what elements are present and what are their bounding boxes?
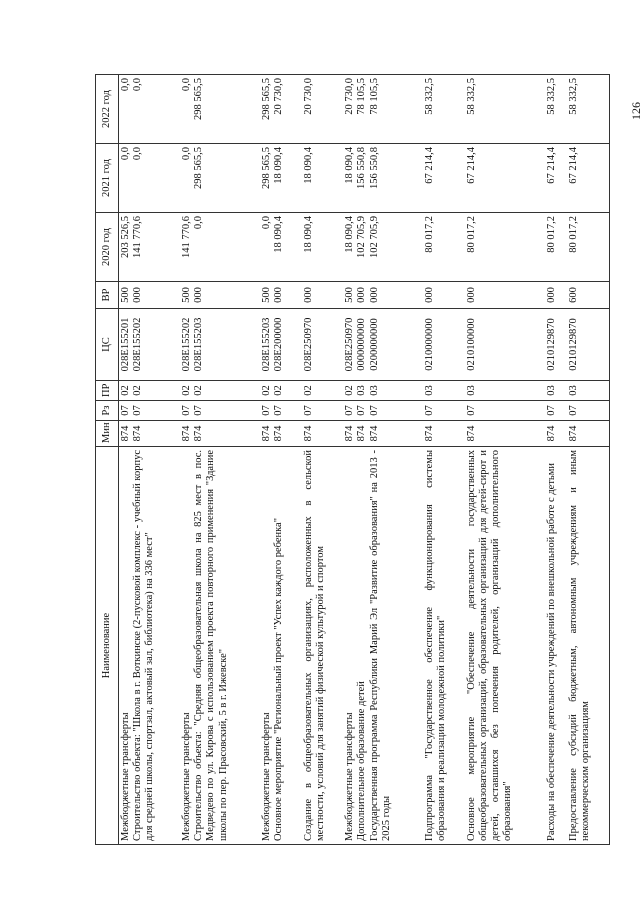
table-header-row <box>96 75 119 845</box>
table-row <box>119 75 181 845</box>
table-row <box>180 75 260 845</box>
row-cs-cell: 028E250970 0000000000 0200000000 <box>343 309 423 381</box>
row-vr-cell: 000 <box>302 282 344 309</box>
header-2021: 2021 год <box>96 144 119 213</box>
row-2022-cell: 20 730,0 <box>302 75 344 144</box>
row-name-cell: Межбюджетные трансферты Строительство объекта: "Школа в г. Воткинске (2-пусковой комплекс - учебный корпус для средней школы, спортзал, актовый зал, библиотека) на 336 мест" <box>119 447 181 845</box>
budget-table <box>95 74 610 845</box>
row-rz-cell: 07 07 <box>260 401 302 421</box>
row-name-cell: Межбюджетные трансферты Дополнительное образование детей Государственная программа Республики Марий Эл "Развитие образования" на 2013 - 2025 годы <box>343 447 423 845</box>
table-row <box>423 75 465 845</box>
row-pr-cell: 03 <box>545 381 567 401</box>
row-vr-cell: 000 <box>423 282 465 309</box>
row-2020-cell: 80 017,2 <box>545 213 567 282</box>
row-cs-cell: 028E155201 028E155202 <box>119 309 181 381</box>
header-cs: ЦС <box>96 309 119 381</box>
row-2022-cell: 58 332,5 <box>545 75 567 144</box>
row-vr-cell: 000 <box>465 282 545 309</box>
row-rz-cell: 07 07 07 <box>343 401 423 421</box>
table-row <box>302 75 344 845</box>
table-row <box>567 75 609 845</box>
row-cs-cell: 028E250970 <box>302 309 344 381</box>
row-2020-cell: 80 017,2 <box>465 213 545 282</box>
row-pr-cell: 03 <box>567 381 609 401</box>
row-2022-cell: 298 565,5 20 730,0 <box>260 75 302 144</box>
table-row <box>343 75 423 845</box>
header-min: Мин <box>96 421 119 447</box>
row-min-cell: 874 874 874 <box>343 421 423 447</box>
row-2020-cell: 80 017,2 <box>567 213 609 282</box>
row-min-cell: 874 874 <box>119 421 181 447</box>
row-name-cell: Создание в общеобразовательных организациях, расположенных в сельской местности, условий для занятий физической культурой и спортом <box>302 447 344 845</box>
table-row <box>465 75 545 845</box>
row-pr-cell: 03 <box>465 381 545 401</box>
row-2022-cell: 20 730,0 78 105,5 78 105,5 <box>343 75 423 144</box>
row-name-cell: Основное мероприятие "Обеспечение деятельности государственных общеобразовательных организаций, образовательных организаций для детей-сирот и детей, оставшихся без попечения родителей, организаций дополнительного образования" <box>465 447 545 845</box>
row-2021-cell: 0,0 0,0 <box>119 144 181 213</box>
row-2022-cell: 58 332,5 <box>465 75 545 144</box>
row-2022-cell: 0,0 0,0 <box>119 75 181 144</box>
row-vr-cell: 500 000 <box>119 282 181 309</box>
row-2020-cell: 0,0 18 090,4 <box>260 213 302 282</box>
row-min-cell: 874 874 <box>260 421 302 447</box>
row-pr-cell: 02 02 <box>260 381 302 401</box>
row-rz-cell: 07 07 <box>119 401 181 421</box>
row-pr-cell: 02 <box>302 381 344 401</box>
row-rz-cell: 07 <box>423 401 465 421</box>
row-2020-cell: 203 526,5 141 770,6 <box>119 213 181 282</box>
row-name-cell: Предоставление субсидий бюджетным, автономным учреждениям и иным некоммерческим организациям <box>567 447 609 845</box>
row-cs-cell: 028E155203 028E200000 <box>260 309 302 381</box>
row-2020-cell: 18 090,4 <box>302 213 344 282</box>
row-pr-cell: 02 03 03 <box>343 381 423 401</box>
row-2020-cell: 80 017,2 <box>423 213 465 282</box>
row-cs-cell: 028E155202 028E155203 <box>180 309 260 381</box>
row-2022-cell: 0,0 298 565,5 <box>180 75 260 144</box>
row-vr-cell: 500 000 <box>180 282 260 309</box>
row-rz-cell: 07 <box>302 401 344 421</box>
row-rz-cell: 07 07 <box>180 401 260 421</box>
row-name-cell: Расходы на обеспечение деятельности учреждений по внешкольной работе с детьми <box>545 447 567 845</box>
header-rz: Рз <box>96 401 119 421</box>
table-row <box>545 75 567 845</box>
table-row <box>260 75 302 845</box>
row-pr-cell: 02 02 <box>119 381 181 401</box>
row-rz-cell: 07 <box>465 401 545 421</box>
row-rz-cell: 07 <box>545 401 567 421</box>
row-cs-cell: 0210000000 <box>423 309 465 381</box>
row-2021-cell: 67 214,4 <box>465 144 545 213</box>
row-2021-cell: 0,0 298 565,5 <box>180 144 260 213</box>
header-pr: ПР <box>96 381 119 401</box>
row-vr-cell: 500 000 <box>260 282 302 309</box>
row-2020-cell: 18 090,4 102 705,9 102 705,9 <box>343 213 423 282</box>
row-2021-cell: 67 214,4 <box>423 144 465 213</box>
row-vr-cell: 000 <box>545 282 567 309</box>
table-body <box>119 75 610 845</box>
row-vr-cell: 600 <box>567 282 609 309</box>
row-min-cell: 874 <box>423 421 465 447</box>
header-name: Наименование <box>96 447 119 845</box>
row-name-cell: Межбюджетные трансферты Строительство объекта: "Средняя общеобразовательная школа на 825 мест в пос. Медведево по ул. Кирова с использованием проекта повторного применения "Здание школы по пер. Прасовский, 5 в г. Ижевске" <box>180 447 260 845</box>
row-2020-cell: 141 770,6 0,0 <box>180 213 260 282</box>
row-min-cell: 874 <box>302 421 344 447</box>
row-2021-cell: 298 565,5 18 090,4 <box>260 144 302 213</box>
row-cs-cell: 0210100000 <box>465 309 545 381</box>
page-number: 126 <box>629 102 643 120</box>
row-2022-cell: 58 332,5 <box>567 75 609 144</box>
row-pr-cell: 02 02 <box>180 381 260 401</box>
row-pr-cell: 03 <box>423 381 465 401</box>
row-cs-cell: 0210129870 <box>567 309 609 381</box>
row-2021-cell: 67 214,4 <box>567 144 609 213</box>
rotated-table-container <box>95 75 610 845</box>
row-2021-cell: 67 214,4 <box>545 144 567 213</box>
row-2021-cell: 18 090,4 156 550,8 156 550,8 <box>343 144 423 213</box>
row-name-cell: Межбюджетные трансферты Основное мероприятие "Региональный проект "Успех каждого ребенка" <box>260 447 302 845</box>
row-vr-cell: 500 000 000 <box>343 282 423 309</box>
row-min-cell: 874 <box>465 421 545 447</box>
header-vr: ВР <box>96 282 119 309</box>
row-rz-cell: 07 <box>567 401 609 421</box>
row-min-cell: 874 874 <box>180 421 260 447</box>
row-2021-cell: 18 090,4 <box>302 144 344 213</box>
row-2022-cell: 58 332,5 <box>423 75 465 144</box>
row-cs-cell: 0210129870 <box>545 309 567 381</box>
row-min-cell: 874 <box>567 421 609 447</box>
header-2020: 2020 год <box>96 213 119 282</box>
row-min-cell: 874 <box>545 421 567 447</box>
row-name-cell: Подпрограмма "Государственное обеспечение функционирования системы образования и реализации молодежной политики" <box>423 447 465 845</box>
header-2022: 2022 год <box>96 75 119 144</box>
